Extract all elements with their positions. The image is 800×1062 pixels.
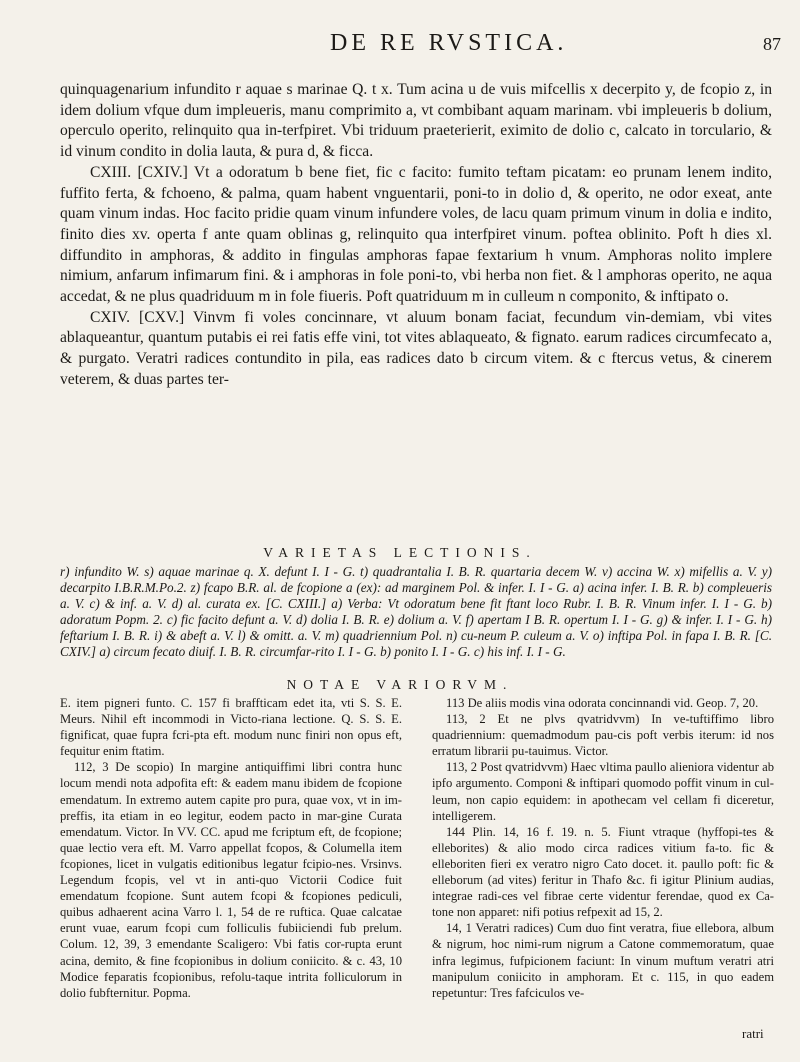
paragraph-cxiii: CXIII. [CXIV.] Vt a odoratum b bene fiet, fic c facito: fumito teftam picatam: eo prunam lenem indito, fuffito ferta, & fchoeno, & palma, quam habent vnguentarii, poni-to in dolio d, & operito, ne odor exeat, ante quam vinum indas. Hoc facito pridie quam vinum infundere voles, de lacu quam primum vinum in dolia e indito, finito dies xv. operta f ante quam oblinas g, relinquito qua interfpiret vinum. poftea oblinito. Poft h dies xl. diffundito in amphoras, & addito in fingulas amphoras fapae fextarium h vnum. Amphoras nolito implere nimium, anfarum infimarum fini. & i amphoras in fole poni-to, vbi herba non fiet. & l amphoras operito, ne aqua accedat, & ne plus quadriduum m in fole fiueris. Poft quatriduum m in culleum n componito, & inftipato o. bbox=[60, 163, 772, 306]
page-number: 87 bbox=[763, 34, 781, 54]
note-item: 14, 1 Veratri radices) Cum duo fint veratra, fiue ellebora, album & nigrum, hoc nimi-rum nigrum a Catone commemoratum, quae infra legimus, fufpicionem faciunt: In vinum muftum veratri atri manipulum coniicito in amphoram. Et c. 115, in quo eadem repetuntur: Tres fafciculos ve- bbox=[432, 921, 774, 1000]
paragraph-cxiv: CXIV. [CXV.] Vinvm fi voles concinnare, vt aluum bonam faciat, fecundum vin-demiam, vbi vites ablaqueantur, quantum putabis ei rei fatis effe vini, tot vites ablaqueato, & fignato. earum radices circumfecato a, & purgato. Veratri radices contundito in pila, eas radices dato b circum vitem. & c ftercus vetus, & cinerem veterem, & duas partes ter- bbox=[60, 308, 772, 388]
running-head: DE RE RVSTICA. bbox=[330, 30, 568, 56]
note-item: 113, 2 Et ne plvs qvatridvvm) In ve-tuftiffimo libro quadriennium: quemadmodum pau-cis poft verbis iterum: id nos erratum librarii pu-tauimus. Victor. bbox=[432, 712, 774, 759]
paragraph-continuation: quinquagenarium infundito r aquae s marinae Q. t x. Tum acina u de vuis mifcellis x decerpito y, de fcopio z, in idem dolium vfque dum impleueris, manu comprimito a, vt combibant aquam marinam. vbi impleueris b dolium, operculo operito, relinquito qua in-terfpiret. Vbi triduum praeterierit, eximito de dolio c, calcato in torculario, & id vinum condito in dolia lauta, & pura d, & ficca. bbox=[60, 81, 772, 161]
main-text bbox=[60, 80, 772, 391]
notes-left-column bbox=[60, 695, 402, 1001]
note-item: E. item pigneri funto. C. 157 fi braffticam edet ita, vti S. S. E. Meurs. Nihil eft incommodi in Victo-riana lectione. Q. S. S. E. fignificat, quae fupra fcri-pta eft. modum nunc finiri non opus eft, fequitur enim ftatim. bbox=[60, 696, 402, 759]
notes-right-column bbox=[432, 695, 774, 1001]
note-item: 113 De aliis modis vina odorata concinnandi vid. Geop. 7, 20. bbox=[446, 696, 759, 710]
variants-text: r) infundito W. s) aquae marinae q. X. defunt I. I - G. t) quadrantalia I. B. R. quartaria decem W. v) accina W. x) mifellis a. V. y) decarpito I.B.R.M.Po.2. z) fcapo B.R. al. de fcopione a (ex): ad marginem Pol. & infer. I. I - G. a) acina infer. I. B. R. b) compleueris a. V. c) & inf. a. V. d) al. curata ex. [C. CXIII.] a) Verba: Vt odoratum bene fit ftant loco Rubr. I. B. R. Vinum infer. I. I - G. b) adoratum Popm. 2. c) fic facito defunt a. V. d) dolia I. B. R. e) dolium a. V. f) apertam I B. R. opertum I. I - G. g) & infer. I. I - G. h) feftarium I. B. R. i) & abeft a. V. l) & omitt. a. V. m) quadriennium Pol. n) cu-neum P. culeum a. V. o) inftipa Pol. in fapa I. B. R. [C. CXIV.] a) circum fecato diuif. I. B. R. circumfar-rito I. I - G. b) ponito I. I - G. c) his inf. I. I - G. bbox=[60, 564, 772, 659]
note-item: 112, 3 De scopio) In margine antiquiffimi libri contra hunc locum mendi nota adpofita eft: & eadem manu ibidem de fcopione emendatum. In extremo autem capite pro pura, quae vox, vt in im-preffis, ita etiam in eo legitur, eodem pacto in mar-gine Curata emendatum. Victor. In VV. CC. apud me fcriptum eft, de fcopione; quae lectio vera eft. M. Varro appellat fcopos, & Columella item fcopiones, licet in vulgatis editionibus legatur fcipio-nes. Vrsinvs. Legendum fcopis, vel vt in anti-quo Victorii Codice fuit emendatum fcopione. Sunt autem fcopi & fcopiones pediculi, quibus adhaerent acina Varro l. 1, 54 de re ruftica. Quae calcatae erunt vuae, earum fcopi cum folliculis fubiiciendi fub prelum. Colum. 12, 39, 3 emendante Scaligero: Vbi fatis cor-rupta erunt acina, demito, & fine fcopionibus in dolium coniicito. & c. 43, 10 Modice feparatis fcopionibus, refolu-taque intrita folliculorum in dolio fubfternitur. Popma. bbox=[60, 760, 402, 1000]
note-item: 113, 2 Post qvatridvvm) Haec vltima paullo alieniora videntur ab ipfo argumento. Componi & inftipari quomodo poffit vinum in cul-leum, non capio equidem: in apothecam vel cellam fi diceretur, intelligerem. bbox=[432, 760, 774, 823]
page-header bbox=[0, 30, 800, 70]
variants-heading: VARIETAS LECTIONIS. bbox=[263, 545, 537, 560]
catchword: ratri bbox=[742, 1026, 764, 1041]
notes-heading: NOTAE VARIORVM. bbox=[286, 677, 514, 692]
note-item: 144 Plin. 14, 16 f. 19. n. 5. Fiunt vtraque (hyffopi-tes & elleborites) & alio modo circa radices vitium fa-to. fic & elleboriten fieri ex veratro nigro Cato docet. it. paullo poft: fic & elleborum (ad vites) feritur in Thafo &c. fi igitur Plinium audias, integrae radi-ces vel fibrae certe videntur ferendae, quod ex Ca-tone non apparet: nifi potius refpexit ad 15, 2. bbox=[432, 824, 774, 920]
